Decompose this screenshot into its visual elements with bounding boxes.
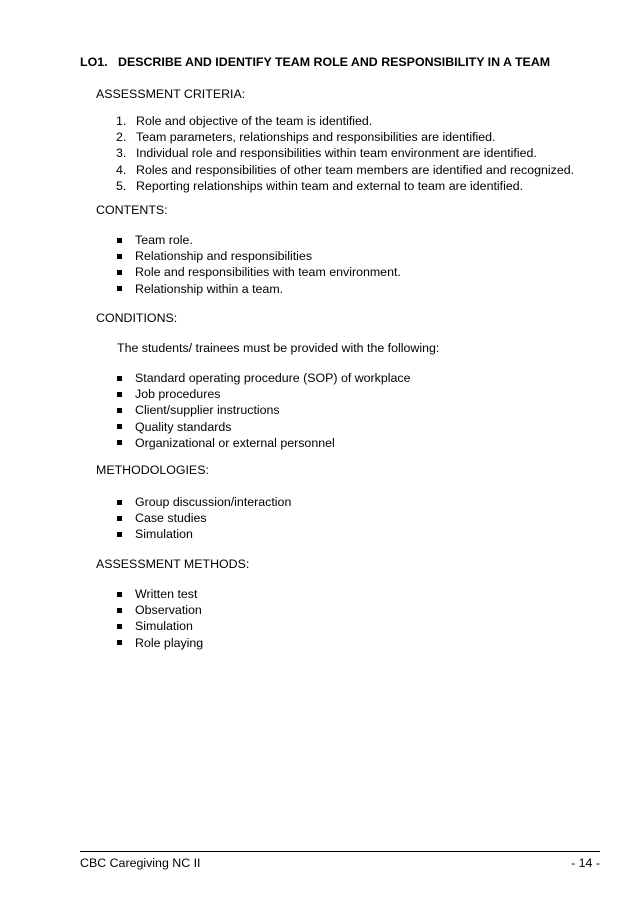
item-text: Organizational or external personnel <box>135 435 335 450</box>
bullet-icon <box>117 624 122 629</box>
bullet-icon <box>117 270 122 275</box>
bullet-icon <box>117 592 122 597</box>
item-number: 3. <box>116 146 127 161</box>
bullet-icon <box>117 254 122 259</box>
item-text: Team role. <box>135 233 193 247</box>
item-text: Quality standards <box>135 419 232 434</box>
footer-document-title: CBC Caregiving NC II <box>80 856 201 870</box>
item-text: Observation <box>135 603 202 618</box>
item-text: Relationship and responsibilities <box>135 249 313 264</box>
contents-label: CONTENTS: <box>96 203 168 217</box>
item-text: Individual role and responsibilities within team environment are identified. <box>136 146 537 161</box>
item-text: Standard operating procedure (SOP) of workplace <box>135 371 411 385</box>
item-text: Relationship within a team. <box>135 281 284 296</box>
bullet-icon <box>117 238 122 243</box>
item-text: Group discussion/interaction <box>135 495 292 509</box>
bullet-icon <box>117 640 122 645</box>
footer-divider <box>80 851 600 852</box>
heading-number: LO1. <box>80 55 108 69</box>
item-number: 2. <box>116 130 127 145</box>
bullet-icon <box>117 376 122 381</box>
item-text: Case studies <box>135 511 207 526</box>
conditions-intro: The students/ trainees must be provided with the following: <box>117 341 440 355</box>
bullet-icon <box>117 392 122 397</box>
conditions-label: CONDITIONS: <box>96 311 178 325</box>
item-text: Client/supplier instructions <box>135 403 280 418</box>
bullet-icon <box>117 608 122 613</box>
item-text: Team parameters, relationships and responsibilities are identified. <box>136 130 496 145</box>
item-text: Roles and responsibilities of other team members are identified and recognized. <box>136 162 575 177</box>
bullet-icon <box>117 440 122 445</box>
bullet-icon <box>117 516 122 521</box>
assessment-criteria-label: ASSESSMENT CRITERIA: <box>96 87 246 101</box>
item-text: Role and objective of the team is identified. <box>136 114 373 128</box>
item-text: Role and responsibilities with team environment. <box>135 265 401 280</box>
item-text: Reporting relationships within team and external to team are identified. <box>136 178 524 193</box>
bullet-icon <box>117 424 122 429</box>
methodologies-label: METHODOLOGIES: <box>96 463 209 477</box>
bullet-icon <box>117 408 122 413</box>
bullet-icon <box>117 500 122 505</box>
item-text: Job procedures <box>135 387 221 402</box>
item-text: Simulation <box>135 527 193 542</box>
bullet-icon <box>117 286 122 291</box>
item-number: 1. <box>116 114 127 128</box>
item-text: Role playing <box>135 635 204 650</box>
item-text: Simulation <box>135 619 193 634</box>
footer-page-number: - 14 - <box>571 856 600 870</box>
assessment-methods-label: ASSESSMENT METHODS: <box>96 557 250 571</box>
item-text: Written test <box>135 587 198 601</box>
heading-title: DESCRIBE AND IDENTIFY TEAM ROLE AND RESPONSIBILITY IN A TEAM <box>118 55 551 69</box>
learning-outcome-heading <box>80 55 550 69</box>
item-number: 5. <box>116 178 127 193</box>
bullet-icon <box>117 532 122 537</box>
item-number: 4. <box>116 162 127 177</box>
